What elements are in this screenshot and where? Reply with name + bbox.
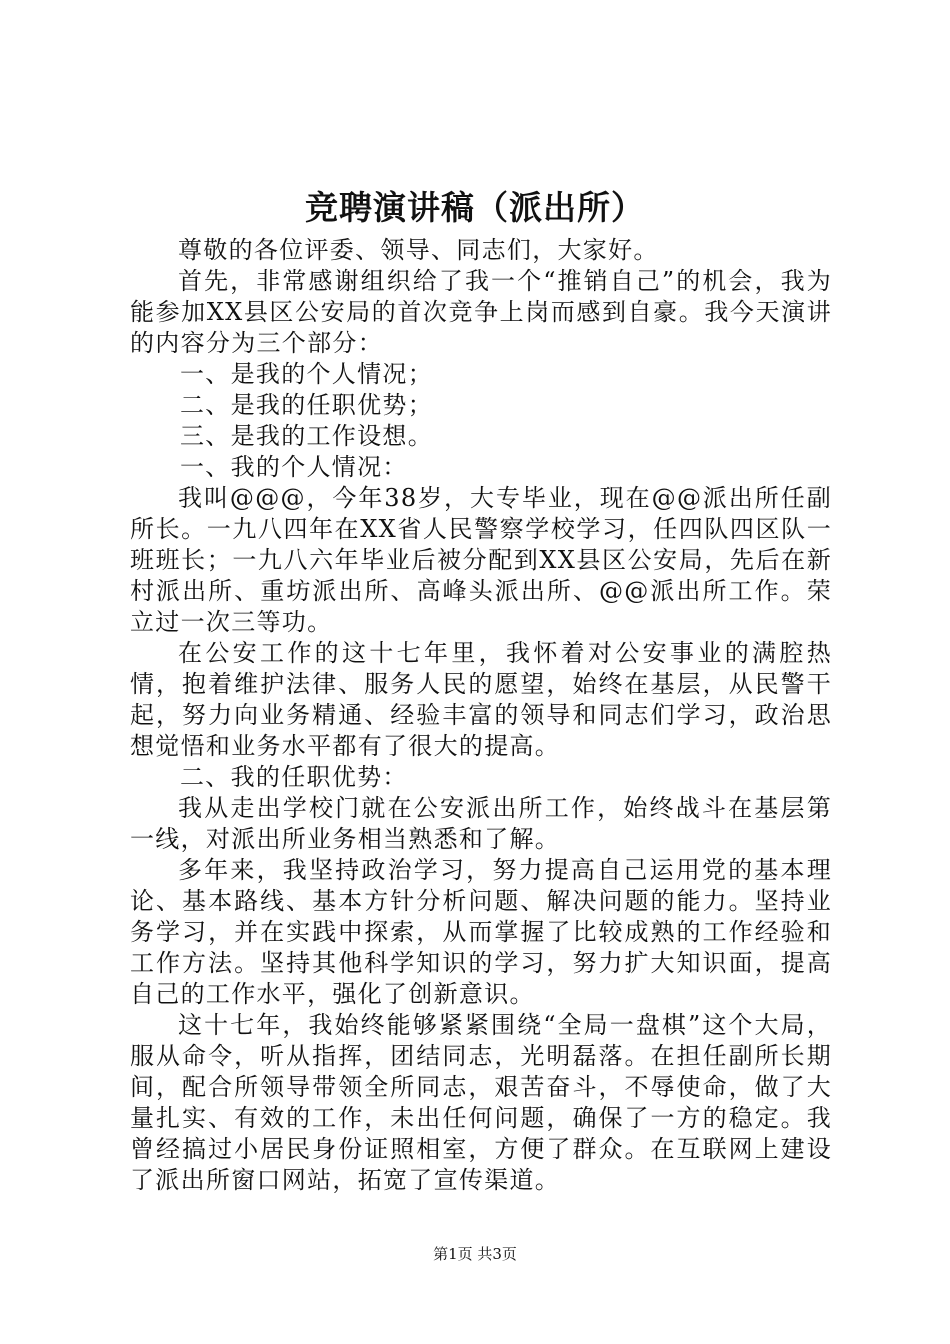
section-heading-personal: 一、我的个人情况： (180, 453, 408, 481)
paragraph: 多年来，我坚持政治学习，努力提高自己运用党的基本理论、基本路线、基本方针分析问题、解决问题的能力。坚持业务学习，并在实践中探索，从而掌握了比较成熟的工作经验和工作方法。坚持其他科学知识的学习，努力扩大知识面，提高自己的工作水平，强化了创新意识。 (130, 856, 832, 1008)
section-heading-advantages: 二、我的任职优势： (180, 763, 408, 791)
list-item: 三、是我的工作设想。 (180, 422, 433, 450)
paragraph: 我从走出学校门就在公安派出所工作，始终战斗在基层第一线，对派出所业务相当熟悉和了解。 (130, 794, 832, 853)
paragraph-intro: 首先，非常感谢组织给了我一个“推销自己”的机会，我为能参加XX县区公安局的首次竞争上岗而感到自豪。我今天演讲的内容分为三个部分： (130, 267, 832, 357)
paragraph-greeting: 尊敬的各位评委、领导、同志们，大家好。 (178, 236, 659, 264)
paragraph: 这十七年，我始终能够紧紧围绕“全局一盘棋”这个大局，服从命令，听从指挥，团结同志，光明磊落。在担任副所长期间，配合所领导带领全所同志，艰苦奋斗，不辱使命，做了大量扎实、有效的工作，未出任何问题，确保了一方的稳定。我曾经搞过小居民身份证照相室，方便了群众。在互联网上建设了派出所窗口网站，拓宽了宣传渠道。 (130, 1011, 832, 1194)
paragraph: 我叫@@@，今年38岁，大专毕业，现在@@派出所任副所长。一九八四年在XX省人民警察学校学习，任四队四区队一班班长；一九八六年毕业后被分配到XX县区公安局，先后在新村派出所、重坊派出所、高峰头派出所、@@派出所工作。荣立过一次三等功。 (130, 484, 832, 636)
document-body (130, 235, 832, 1196)
list-item: 二、是我的任职优势； (180, 391, 433, 419)
list-item: 一、是我的个人情况； (180, 360, 433, 388)
document-title: 竞聘演讲稿（派出所） (305, 188, 645, 227)
paragraph: 在公安工作的这十七年里，我怀着对公安事业的满腔热情，抱着维护法律、服务人民的愿望，始终在基层，从民警干起，努力向业务精通、经验丰富的领导和同志们学习，政治思想觉悟和业务水平都有了很大的提高。 (130, 639, 832, 760)
page-number-footer: 第1页 共3页 (433, 1245, 517, 1263)
